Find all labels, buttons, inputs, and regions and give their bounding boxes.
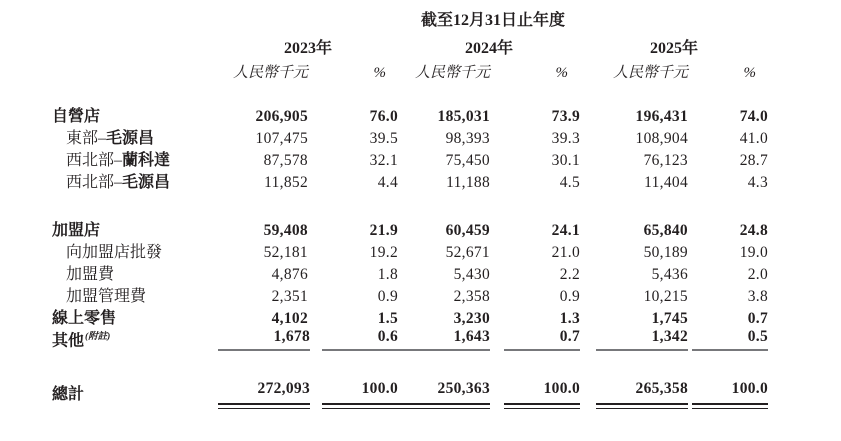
amount-cell-2025 xyxy=(580,328,688,351)
cell-value: 60,459 xyxy=(445,222,490,240)
cell-value: 272,093 xyxy=(218,380,310,405)
cell-value: 0.6 xyxy=(322,328,398,351)
pct-cell-2024 xyxy=(490,148,580,170)
cell-value: 0.5 xyxy=(692,328,768,351)
cell-value: 108,904 xyxy=(635,130,688,148)
pct-cell-2024 xyxy=(490,104,580,126)
pct-cell-2024 xyxy=(490,240,580,262)
year-header-2023: 2023年 xyxy=(283,39,332,57)
amount-cell-2024 xyxy=(398,218,490,240)
amount-cell-2024 xyxy=(398,375,490,405)
pct-cell-2025 xyxy=(688,104,768,126)
pct-cell-2023 xyxy=(308,104,398,126)
unit-header-2025: 人民幣千元 xyxy=(612,64,688,81)
cell-value: 1.8 xyxy=(377,266,398,284)
cell-value: 0.9 xyxy=(377,288,398,306)
pct-cell-2023 xyxy=(308,126,398,148)
amount-cell-2025 xyxy=(580,104,688,126)
cell-value: 5,436 xyxy=(651,266,688,284)
row-label xyxy=(52,284,218,306)
row-label xyxy=(52,126,218,148)
row-label-text: 總計 xyxy=(52,386,85,404)
row-label-brand: 蘭科達 xyxy=(122,151,171,169)
row-label-prefix: 東部– xyxy=(66,129,107,147)
cell-value: 3.8 xyxy=(747,288,769,306)
amount-cell-2024 xyxy=(398,170,490,192)
amount-cell-2024 xyxy=(398,262,490,284)
row-label-text: 向加盟店批發 xyxy=(66,243,163,261)
unit-header-row xyxy=(52,58,768,104)
amount-cell-2025 xyxy=(580,148,688,170)
spacer-row xyxy=(52,192,768,218)
table-row xyxy=(52,284,768,306)
pct-cell-2024 xyxy=(490,218,580,240)
cell-value: 107,475 xyxy=(255,130,308,148)
row-label-prefix: 西北部– xyxy=(66,151,123,169)
amount-cell-2023 xyxy=(218,218,308,240)
amount-cell-2024 xyxy=(398,104,490,126)
cell-value: 1.5 xyxy=(377,310,398,328)
unit-header-2024: 人民幣千元 xyxy=(414,64,490,81)
row-label-text: 加盟費 xyxy=(66,265,115,283)
cell-value: 28.7 xyxy=(739,152,769,170)
cell-value: 100.0 xyxy=(504,380,580,405)
pct-cell-2025 xyxy=(688,240,768,262)
row-label xyxy=(52,104,218,126)
pct-cell-2025 xyxy=(688,126,768,148)
cell-value: 0.9 xyxy=(559,288,580,306)
cell-value: 4.4 xyxy=(377,174,398,192)
row-label xyxy=(52,148,218,170)
percent-header-2024: % xyxy=(555,64,568,81)
cell-value: 52,181 xyxy=(263,244,308,262)
row-label-brand: 毛源昌 xyxy=(106,129,155,147)
pct-cell-2023 xyxy=(308,328,398,351)
empty-corner-cell xyxy=(52,58,218,104)
pct-cell-2024 xyxy=(490,126,580,148)
amount-cell-2025 xyxy=(580,240,688,262)
cell-value: 11,852 xyxy=(264,174,308,192)
pct-cell-2025 xyxy=(688,284,768,306)
unit-header-2023: 人民幣千元 xyxy=(232,64,308,81)
cell-value: 1.3 xyxy=(559,310,580,328)
amount-cell-2023 xyxy=(218,306,308,328)
amount-cell-2025 xyxy=(580,284,688,306)
cell-value: 24.8 xyxy=(739,222,769,240)
cell-value: 52,671 xyxy=(445,244,490,262)
row-label xyxy=(52,170,218,192)
cell-value: 98,393 xyxy=(445,130,490,148)
pct-cell-2023 xyxy=(308,262,398,284)
cell-value: 100.0 xyxy=(692,380,768,405)
row-label-text: 其他 xyxy=(52,332,85,350)
year-header-row xyxy=(52,30,768,58)
cell-value: 19.0 xyxy=(739,244,769,262)
cell-value: 73.9 xyxy=(551,108,580,126)
table-row xyxy=(52,170,768,192)
amount-cell-2024 xyxy=(398,126,490,148)
row-label xyxy=(52,328,218,351)
table-row xyxy=(52,148,768,170)
amount-cell-2025 xyxy=(580,306,688,328)
cell-value: 2,351 xyxy=(271,288,308,306)
table-row xyxy=(52,240,768,262)
amount-cell-2023 xyxy=(218,262,308,284)
amount-cell-2023 xyxy=(218,328,308,351)
cell-value: 0.7 xyxy=(747,310,769,328)
cell-value: 76,123 xyxy=(643,152,688,170)
cell-value: 1,745 xyxy=(651,310,688,328)
row-label xyxy=(52,262,218,284)
amount-cell-2025 xyxy=(580,170,688,192)
row-label xyxy=(52,375,218,405)
pct-cell-2024 xyxy=(490,306,580,328)
amount-cell-2025 xyxy=(580,262,688,284)
amount-cell-2025 xyxy=(580,218,688,240)
cell-value: 1,643 xyxy=(398,328,490,351)
row-label-text: 線上零售 xyxy=(52,309,117,327)
year-header-2024: 2024年 xyxy=(464,39,513,57)
amount-cell-2024 xyxy=(398,306,490,328)
amount-cell-2024 xyxy=(398,148,490,170)
cell-value: 185,031 xyxy=(437,108,490,126)
pct-cell-2023 xyxy=(308,284,398,306)
row-label xyxy=(52,218,218,240)
pct-cell-2024 xyxy=(490,375,580,405)
table-row xyxy=(52,375,768,405)
cell-value: 206,905 xyxy=(255,108,308,126)
pct-cell-2024 xyxy=(490,328,580,351)
cell-value: 11,188 xyxy=(446,174,490,192)
pct-cell-2023 xyxy=(308,375,398,405)
amount-cell-2024 xyxy=(398,240,490,262)
cell-value: 4.3 xyxy=(747,174,769,192)
cell-value: 32.1 xyxy=(369,152,398,170)
amount-cell-2025 xyxy=(580,375,688,405)
cell-value: 65,840 xyxy=(643,222,688,240)
pct-cell-2023 xyxy=(308,148,398,170)
pct-cell-2023 xyxy=(308,306,398,328)
pct-cell-2025 xyxy=(688,170,768,192)
table-row xyxy=(52,126,768,148)
table-title: 截至12月31日止年度 xyxy=(421,11,566,29)
table-row xyxy=(52,218,768,240)
cell-value: 21.0 xyxy=(551,244,580,262)
pct-cell-2025 xyxy=(688,262,768,284)
amount-cell-2023 xyxy=(218,170,308,192)
cell-value: 76.0 xyxy=(369,108,398,126)
cell-value: 50,189 xyxy=(643,244,688,262)
pct-cell-2025 xyxy=(688,375,768,405)
cell-value: 2.2 xyxy=(559,266,580,284)
amount-cell-2024 xyxy=(398,328,490,351)
amount-cell-2023 xyxy=(218,104,308,126)
empty-corner-cell xyxy=(52,30,218,58)
cell-value: 11,404 xyxy=(644,174,688,192)
pct-cell-2024 xyxy=(490,284,580,306)
row-label-text: 加盟店 xyxy=(52,221,101,239)
cell-value: 4.5 xyxy=(559,174,580,192)
row-label-brand: 毛源昌 xyxy=(122,173,171,191)
financial-report-page xyxy=(0,4,841,441)
cell-value: 39.5 xyxy=(369,130,398,148)
row-label-text: 加盟管理費 xyxy=(66,287,147,305)
cell-value: 265,358 xyxy=(596,380,688,405)
amount-cell-2023 xyxy=(218,375,308,405)
cell-value: 75,450 xyxy=(445,152,490,170)
cell-value: 39.3 xyxy=(551,130,580,148)
cell-value: 2,358 xyxy=(453,288,490,306)
table-row xyxy=(52,328,768,351)
cell-value: 74.0 xyxy=(739,108,769,126)
cell-value: 1,342 xyxy=(596,328,688,351)
row-label-text: 自營店 xyxy=(52,107,101,125)
percent-header-2023: % xyxy=(373,64,386,81)
pct-cell-2024 xyxy=(490,170,580,192)
cell-value: 3,230 xyxy=(453,310,490,328)
table-body xyxy=(52,104,768,405)
cell-value: 250,363 xyxy=(398,380,490,405)
cell-value: 196,431 xyxy=(635,108,688,126)
footnote-marker: (附註) xyxy=(85,332,111,343)
amount-cell-2024 xyxy=(398,284,490,306)
cell-value: 2.0 xyxy=(747,266,769,284)
pct-cell-2025 xyxy=(688,328,768,351)
table-title-row xyxy=(52,4,768,30)
table-row xyxy=(52,306,768,328)
percent-header-2025: % xyxy=(743,64,757,81)
pct-cell-2024 xyxy=(490,262,580,284)
row-label xyxy=(52,306,218,328)
spacer-cell xyxy=(52,351,768,375)
cell-value: 21.9 xyxy=(369,222,398,240)
empty-corner-cell xyxy=(52,4,218,30)
spacer-row xyxy=(52,351,768,375)
cell-value: 0.7 xyxy=(504,328,580,351)
cell-value: 100.0 xyxy=(322,380,398,405)
cell-value: 41.0 xyxy=(739,130,769,148)
amount-cell-2023 xyxy=(218,126,308,148)
cell-value: 24.1 xyxy=(551,222,580,240)
pct-cell-2025 xyxy=(688,306,768,328)
pct-cell-2023 xyxy=(308,170,398,192)
pct-cell-2023 xyxy=(308,218,398,240)
amount-cell-2023 xyxy=(218,240,308,262)
spacer-cell xyxy=(52,192,768,218)
amount-cell-2025 xyxy=(580,126,688,148)
cell-value: 5,430 xyxy=(453,266,490,284)
table-row xyxy=(52,104,768,126)
cell-value: 87,578 xyxy=(263,152,308,170)
amount-cell-2023 xyxy=(218,284,308,306)
cell-value: 19.2 xyxy=(369,244,398,262)
table-row xyxy=(52,262,768,284)
row-label xyxy=(52,240,218,262)
cell-value: 4,876 xyxy=(271,266,308,284)
cell-value: 30.1 xyxy=(551,152,580,170)
amount-cell-2023 xyxy=(218,148,308,170)
cell-value: 1,678 xyxy=(218,328,310,351)
cell-value: 59,408 xyxy=(263,222,308,240)
year-header-2025: 2025年 xyxy=(650,39,699,57)
cell-value: 10,215 xyxy=(643,288,688,306)
row-label-prefix: 西北部– xyxy=(66,173,123,191)
pct-cell-2025 xyxy=(688,218,768,240)
pct-cell-2025 xyxy=(688,148,768,170)
pct-cell-2023 xyxy=(308,240,398,262)
cell-value: 4,102 xyxy=(271,310,308,328)
revenue-breakdown-table xyxy=(52,4,768,405)
